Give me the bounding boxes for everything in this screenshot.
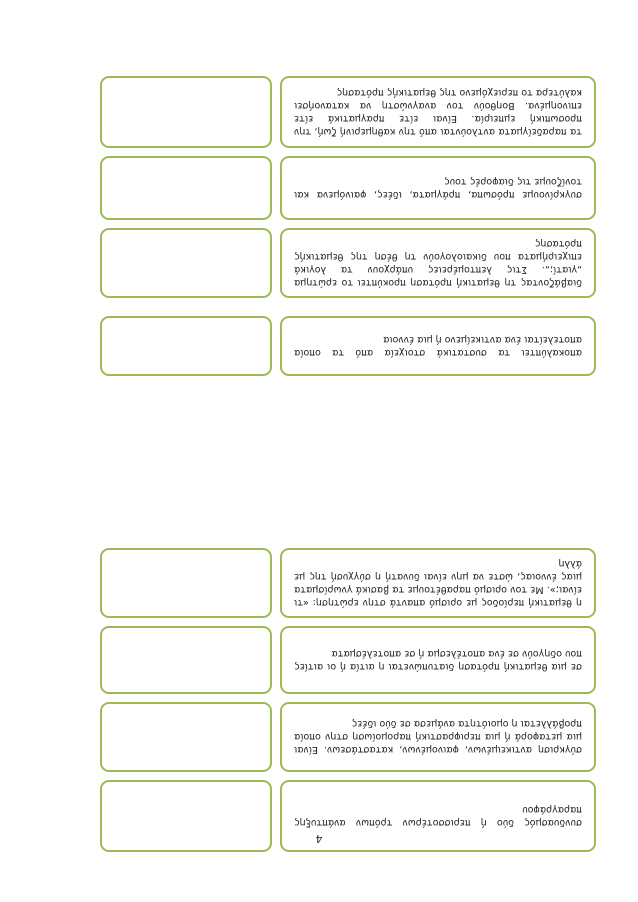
definition-box-6 (280, 228, 596, 298)
page-number: 4 (315, 832, 323, 845)
term-box-4[interactable] (100, 548, 272, 618)
term-box-2[interactable] (100, 702, 272, 772)
term-box-8[interactable] (100, 76, 272, 148)
definition-box-4 (280, 548, 596, 618)
definition-text: τα παραδείγματα αντλούνται από την καθημερινή ζωή, την προσωπική εμπειρία. Είναι είτε πραγματικά είτε επινοημένα. Βοηθούν τον αναγνώστη να κατανοήσει καλύτερα το περιεχόμενο της θεματικής πρότασης (294, 87, 582, 137)
definition-text: αποκαλύπτει τα συστατικά στοιχεία από τα οποία αποτελείται ένα αντικείμενο ή μια έννοια (294, 334, 582, 358)
term-box-5[interactable] (100, 316, 272, 376)
definition-box-8 (280, 76, 596, 148)
definition-text: σύγκριση αντικειμένων, φαινομένων, καταστάσεων. Είναι μια μεταφορά ή μια περιφραστική παρομοίωση στην οποία προβάλλεται η ομοιότητα ανάμεσα σε δύο ιδέες (294, 718, 582, 756)
definition-text: συνδυασμός δύο ή περισσοτέρων τρόπων ανάπτυξης παραγράφου (294, 804, 582, 828)
definition-box-5 (280, 316, 596, 376)
definition-text: συγκρίνουμε πρόσωπα, πράγματα, ιδέες, φαινόμενα και τονίζουμε τις διαφορές τους (294, 176, 582, 200)
definition-box-3 (280, 626, 596, 694)
term-box-3[interactable] (100, 626, 272, 694)
definition-text: διαβάζοντας τη θεματική πρόταση προκύπτει το ερώτημα „γιατί;„. Στις λεπτομέρειες υπάρχουν τα λογικά επιχειρήματα που δικαιολογούν τη θέση της θεματικής πρότασης (294, 238, 582, 288)
definition-text: σε μια θεματική πρόταση διατυπώνεται η αιτία ή οι αιτίες που οδηγούν σε ένα αποτέλεσμα ή σε αποτελέσματα (294, 648, 582, 672)
term-box-7[interactable] (100, 156, 272, 220)
definition-box-2 (280, 702, 596, 772)
definition-text: η θεματική περίοδος με ορισμό απαντά στην ερώτηση: «τι είναι;». Με τον ορισμό παραθέτουμε τα βασικά γνωρίσματα μιας έννοιας, ώστε να μην είναι δυνατή η σύγχυσή της με άλλη (294, 558, 582, 608)
term-box-6[interactable] (100, 228, 272, 298)
definition-box-7 (280, 156, 596, 220)
